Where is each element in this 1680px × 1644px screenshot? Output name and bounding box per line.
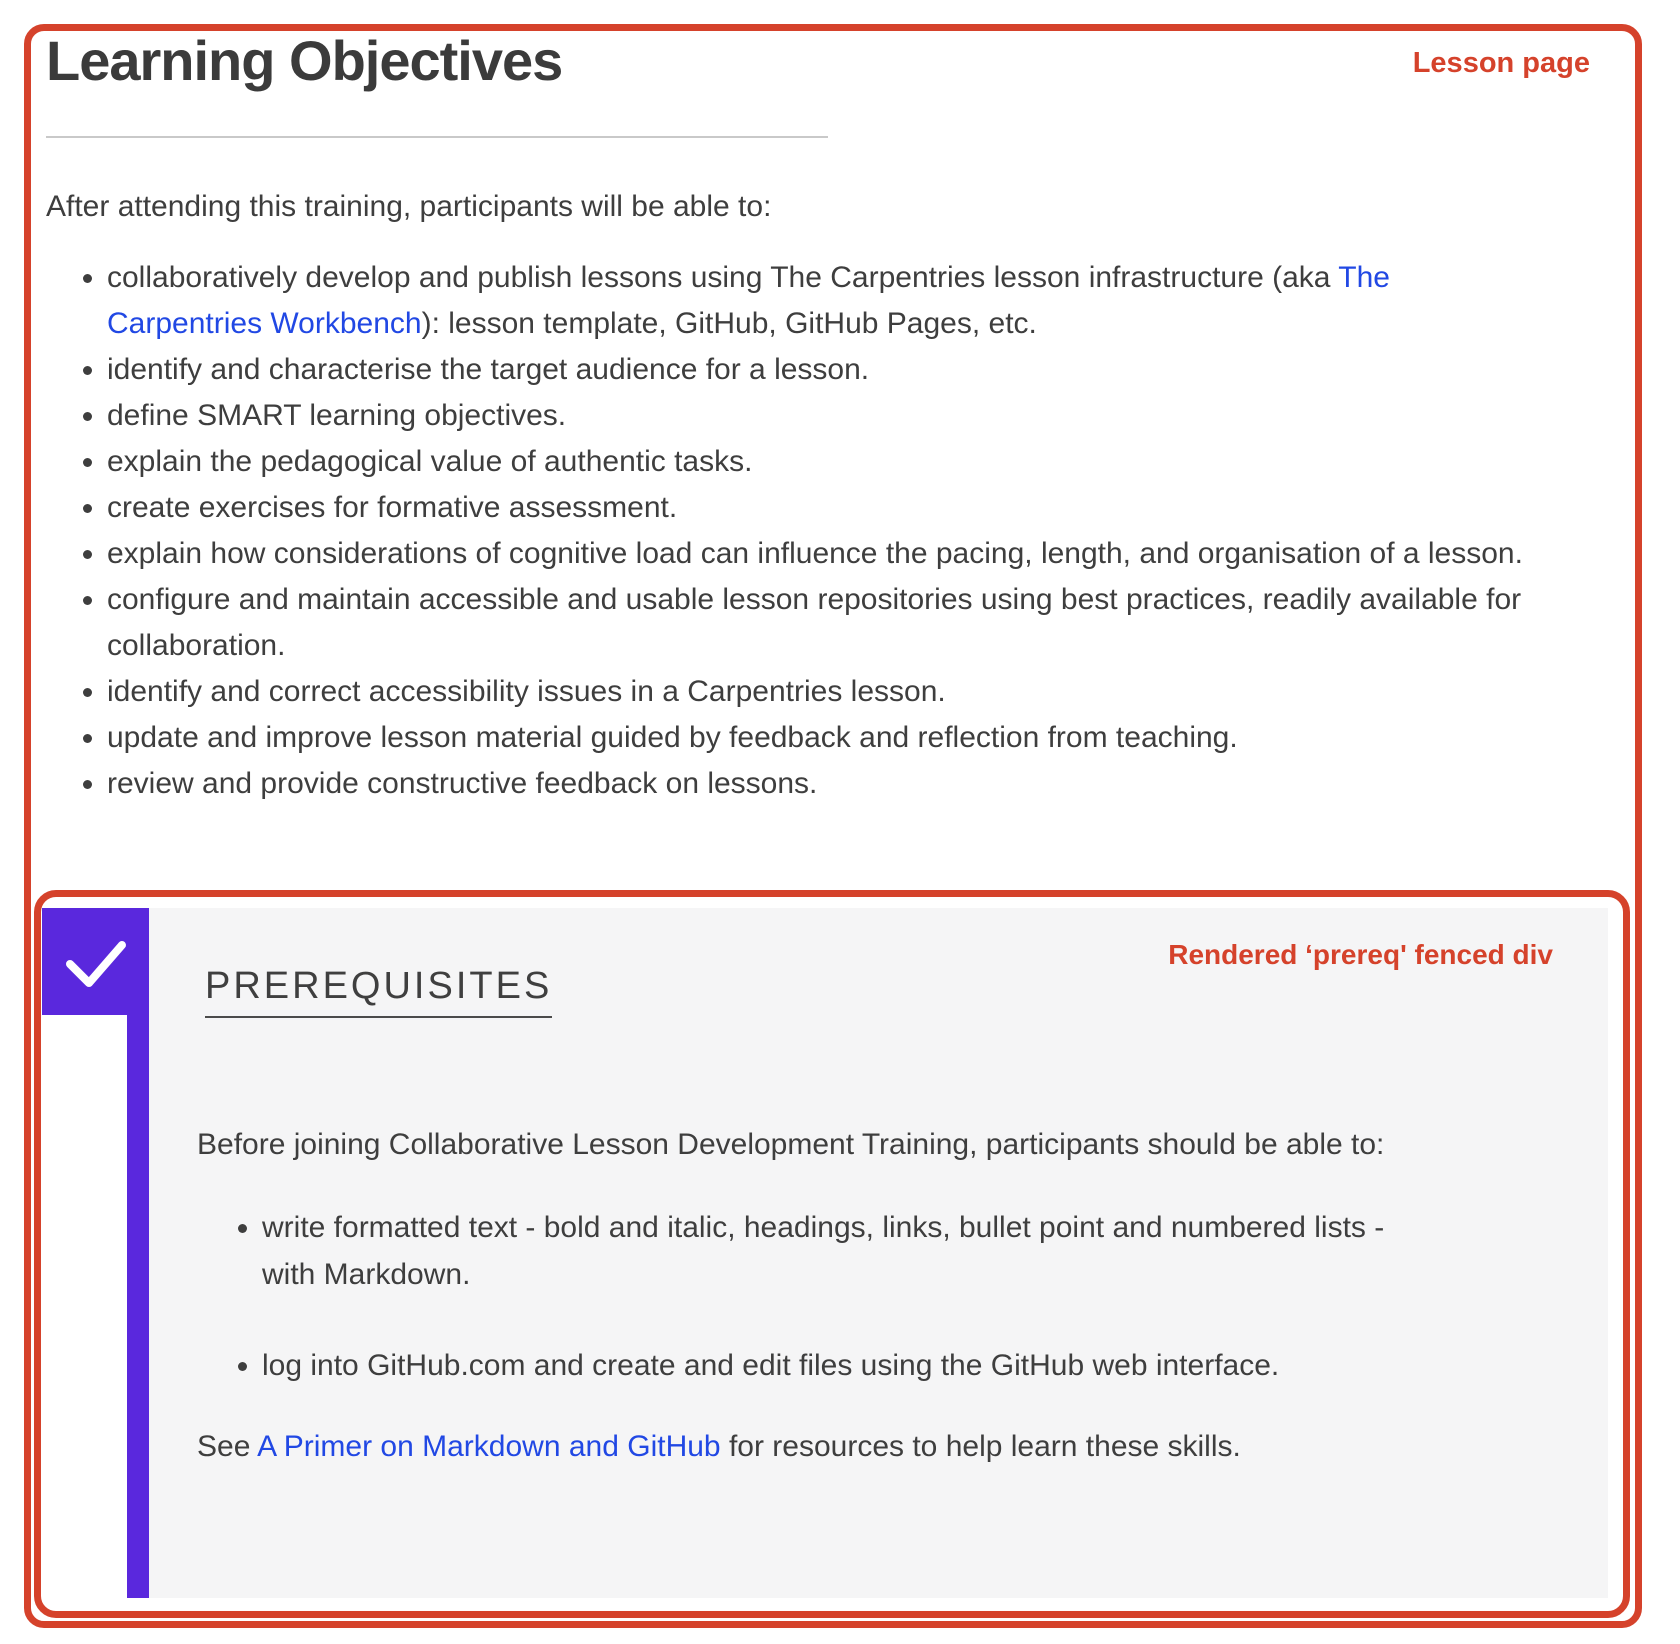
markdown-github-primer-link[interactable]: A Primer on Markdown and GitHub bbox=[257, 1430, 721, 1463]
prereq-list bbox=[197, 1204, 1412, 1433]
prereq-item: • log into GitHub.com and create and edit files using the GitHub web interface. bbox=[262, 1342, 1412, 1389]
objective-item: • create exercises for formative assessment. bbox=[107, 485, 1532, 531]
objective-item: • define SMART learning objectives. bbox=[107, 393, 1532, 439]
prereq-callout-badge bbox=[42, 908, 149, 1015]
see-text: for resources to help learn these skills. bbox=[720, 1430, 1241, 1463]
intro-paragraph: After attending this training, participants will be able to: bbox=[46, 190, 772, 223]
lesson-page-annotation-label: Lesson page bbox=[1412, 47, 1590, 79]
objective-item: • identify and characterise the target audience for a lesson. bbox=[107, 347, 1532, 393]
prereq-item: • write formatted text - bold and italic, headings, links, bullet point and numbered lists - with Markdown. bbox=[262, 1204, 1412, 1298]
objective-item: • configure and maintain accessible and usable lesson repositories using best practices, readily available for collaboration. bbox=[107, 577, 1532, 669]
prereq-see-line bbox=[197, 1424, 1577, 1470]
objective-text: collaboratively develop and publish lessons using The Carpentries lesson infrastructure (aka bbox=[107, 261, 1339, 294]
objective-item: • review and provide constructive feedback on lessons. bbox=[107, 761, 1532, 807]
title-divider bbox=[46, 136, 828, 138]
objective-item: • identify and correct accessibility issues in a Carpentries lesson. bbox=[107, 669, 1532, 715]
check-icon bbox=[42, 908, 149, 1015]
objective-item bbox=[107, 255, 1532, 347]
objectives-list bbox=[46, 255, 1532, 807]
objective-item: • explain the pedagogical value of authentic tasks. bbox=[107, 439, 1532, 485]
prereq-title: PREREQUISITES bbox=[205, 964, 552, 1018]
objective-item: • update and improve lesson material guided by feedback and reflection from teaching. bbox=[107, 715, 1532, 761]
objective-item: • explain how considerations of cognitive load can influence the pacing, length, and organisation of a lesson. bbox=[107, 531, 1532, 577]
prereq-intro-paragraph: Before joining Collaborative Lesson Development Training, participants should be able to: bbox=[197, 1128, 1385, 1161]
page-title: Learning Objectives bbox=[46, 29, 563, 92]
see-text: See bbox=[197, 1430, 258, 1463]
objective-text: ): lesson template, GitHub, GitHub Pages, etc. bbox=[421, 307, 1037, 340]
carpentries-workbench-link[interactable]: The Carpentries Workbench bbox=[107, 261, 1390, 340]
prereq-annotation-label: Rendered ‘prereq' fenced div bbox=[1168, 939, 1553, 970]
